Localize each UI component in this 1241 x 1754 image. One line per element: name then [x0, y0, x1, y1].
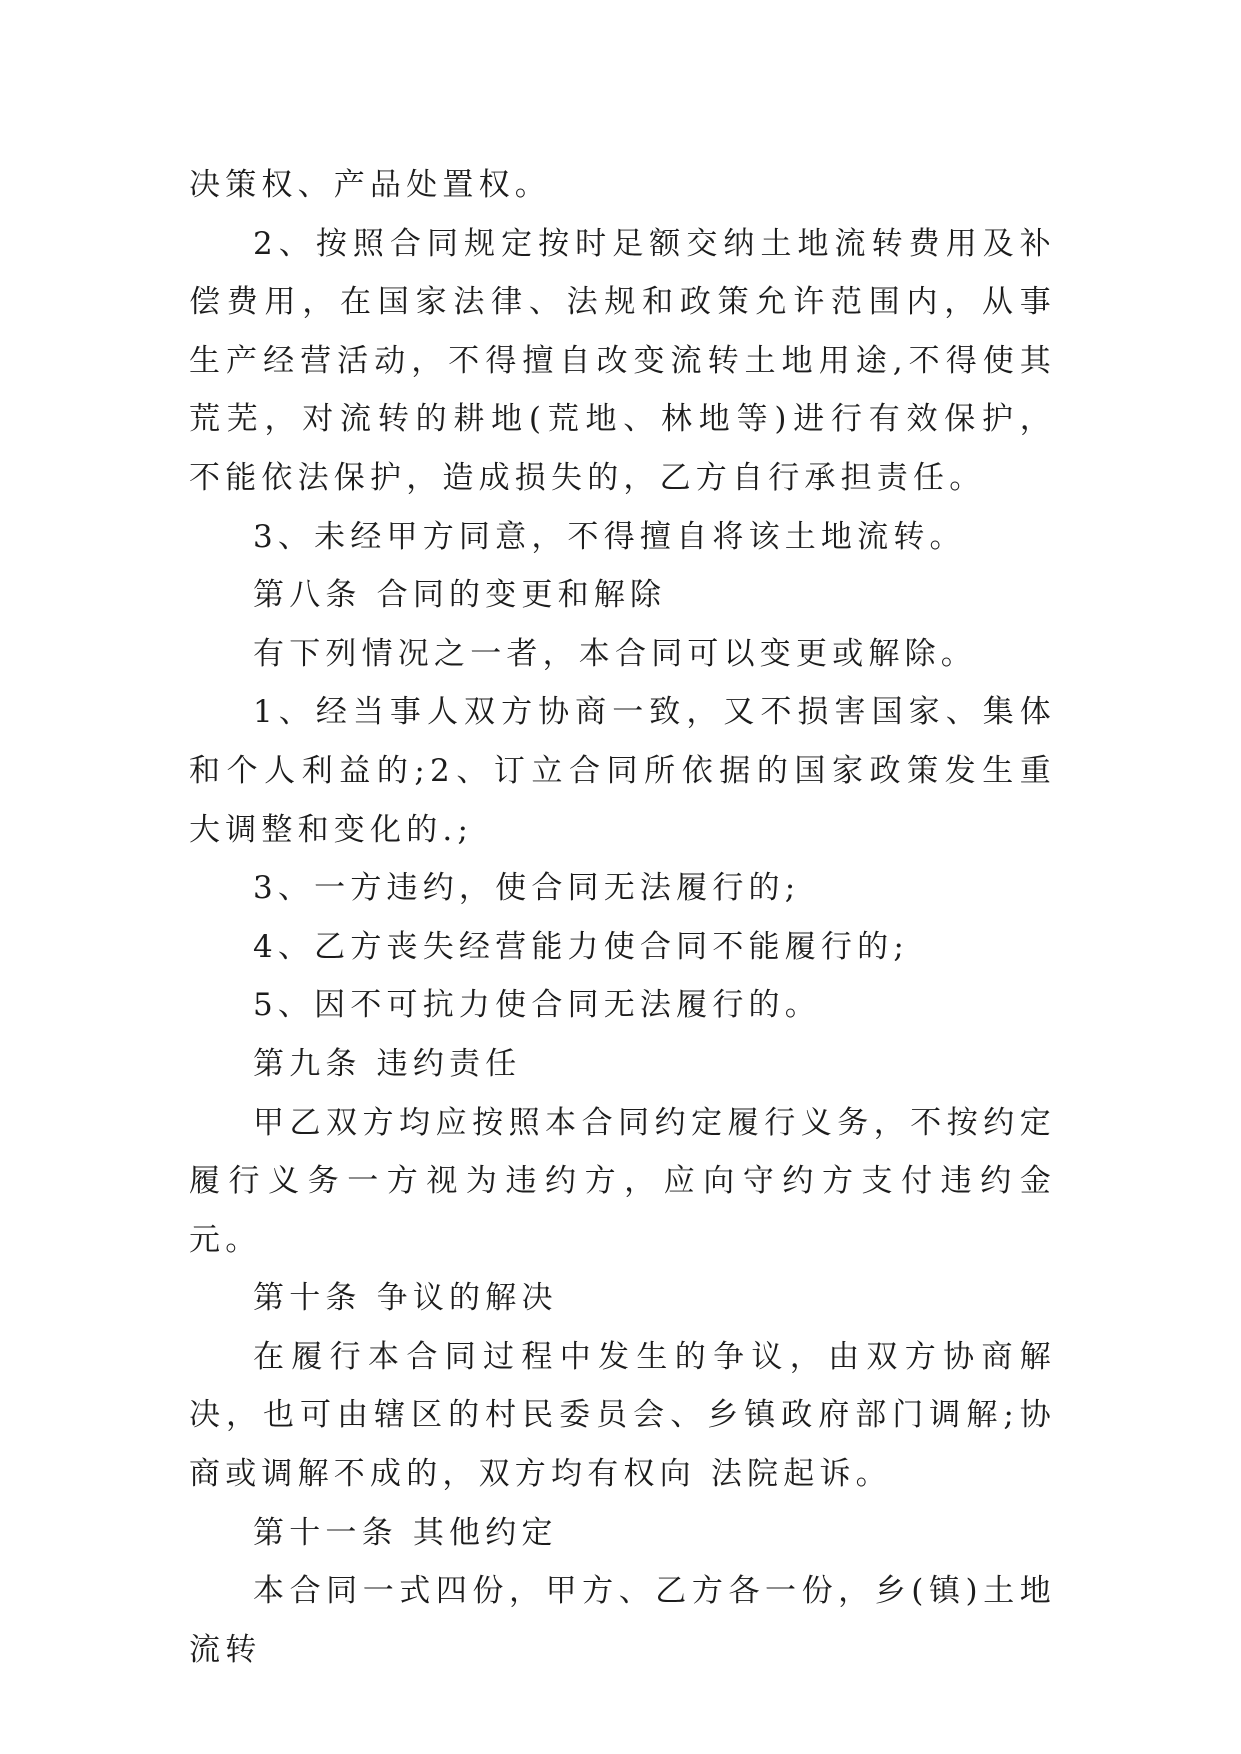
paragraph-condition-5: 5、因不可抗力使合同无法履行的。 [253, 987, 821, 1024]
paragraph-condition-4: 4、乙方丧失经营能力使合同不能履行的; [253, 928, 909, 965]
paragraph-copies: 本合同一式四份，甲方、乙方各一份，乡(镇)土地流转 [189, 1573, 1056, 1668]
paragraph-dispute-resolution: 在履行本合同过程中发生的争议，由双方协商解决，也可由辖区的村民委员会、乡镇政府部门调解;协商或调解不成的，双方均有权向 法院起诉。 [189, 1338, 1056, 1493]
heading-article-8: 第八条 合同的变更和解除 [253, 577, 667, 614]
paragraph-clause-2-payment: 2、按照合同规定按时足额交纳土地流转费用及补偿费用，在国家法律、法规和政策允许范围内，从事生产经营活动，不得擅自改变流转土地用途,不得使其荒芜，对流转的耕地(荒地、林地等)进行有效保护，不能依法保护，造成损失的，乙方自行承担责任。 [189, 225, 1056, 496]
document-body [189, 156, 1056, 1679]
heading-article-10: 第十条 争议的解决 [253, 1280, 558, 1317]
paragraph-change-conditions: 有下列情况之一者，本合同可以变更或解除。 [253, 635, 977, 672]
paragraph-condition-3: 3、一方违约，使合同无法履行的; [253, 870, 801, 907]
paragraph-clause-3-no-transfer: 3、未经甲方同意，不得擅自将该土地流转。 [253, 518, 966, 555]
heading-article-11: 第十一条 其他约定 [253, 1514, 558, 1551]
paragraph-condition-1-2: 1、经当事人双方协商一致，又不损害国家、集体和个人利益的;2、订立合同所依据的国家政策发生重大调整和变化的.; [189, 694, 1056, 848]
paragraph-breach-liability: 甲乙双方均应按照本合同约定履行义务，不按约定履行义务一方视为违约方，应向守约方支付违约金 元。 [189, 1104, 1056, 1258]
heading-article-9: 第九条 违约责任 [253, 1045, 522, 1082]
paragraph-decision-rights: 决策权、产品处置权。 [189, 167, 551, 203]
